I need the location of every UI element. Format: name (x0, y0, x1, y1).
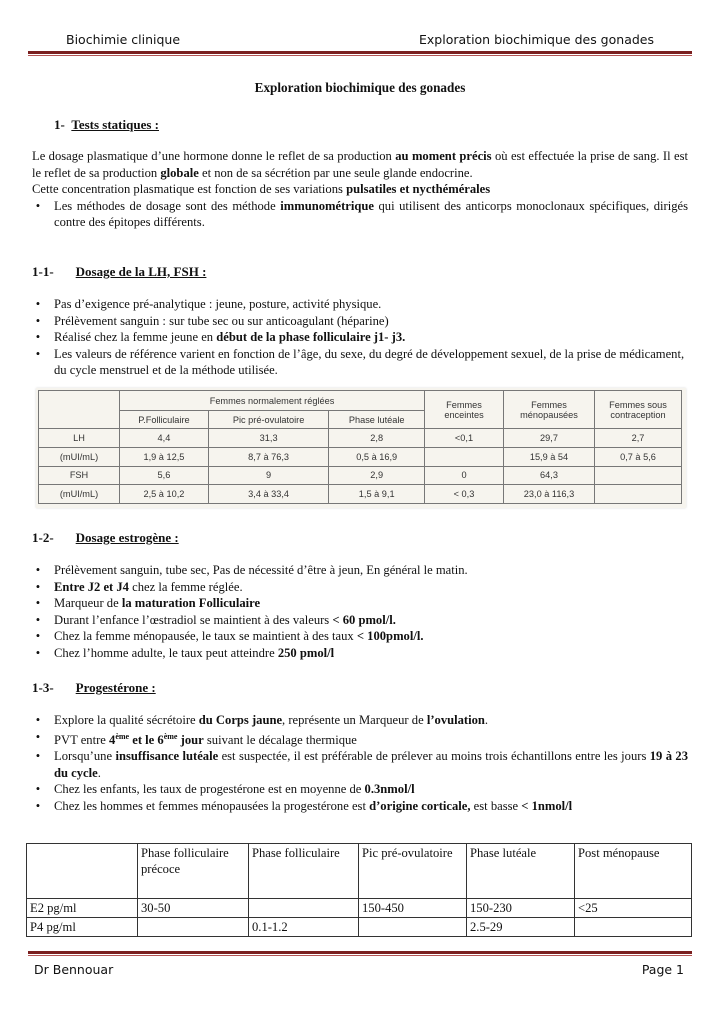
list-item: • Prélèvement sanguin, tube sec, Pas de nécessité d’être à jeun, En général le matin. (54, 562, 688, 579)
header-rule-thin (28, 55, 692, 56)
header-left: Biochimie clinique (66, 32, 181, 47)
list-item: • Chez les hommes et femmes ménopausées la progestérone est d’origine corticale, est basse < 1nmol/l (54, 798, 688, 815)
footer-author: Dr Bennouar (34, 962, 114, 977)
list-item: • Lorsqu’une insuffisance lutéale est suspectée, il est préférable de prélever au moins trois échantillons entre les jours 19 à 23 du cycle. (54, 748, 688, 781)
list-item: • Les valeurs de référence varient en fonction de l’âge, du sexe, du degré de développement sexuel, de la prise de médicament, du cycle menstruel et de la méthode utilisée. (54, 346, 688, 379)
document-title: Exploration biochimique des gonades (254, 80, 466, 95)
lh-fsh-reference-table: Femmes normalement réglées Femmes enceintes Femmes ménopausées Femmes sous contraception P.Folliculaire Pic pré-ovulatoire Phase lutéale LH 4,4 31,3 2,8 <0,1 29,7 2,7 (mUI/mL) 1,9 à 12,5 8,7 à 76,3 0,5 à 16,9 15,9 à 54 0,7 à 5,6 FSH 5,6 9 2,9 0 64,3 (mUI/mL) 2,5 à 10,2 3,4 à 33,4 1,5 à 9,1 < 0,3 23,0 à 116,3 (36, 388, 686, 508)
table-row: E2 pg/ml 30-50 150-450 150-230 <25 (27, 899, 692, 918)
table-row: P4 pg/ml 0.1-1.2 2.5-29 (27, 918, 692, 937)
table-row: Phase folliculaire précoce Phase folliculaire Pic pré-ovulatoire Phase lutéale Post ménopause (27, 844, 692, 899)
section-1-title: Tests statiques : (71, 117, 159, 132)
list-item: • PVT entre 4ème et le 6ème jour suivant le décalage thermique (54, 729, 688, 749)
intro-paragraph: Le dosage plasmatique d’une hormone donne le reflet de sa production au moment précis où est effectuée la prise de sang. Il est le reflet de sa production globale et non de sa sécrétion par une seule glande endocrine. Cette concentration plasmatique est fonction de ses variations pulsatiles et nycthémérales • Les méthodes de dosage sont des méthode immunométrique qui utilisent des anticorps monoclonaux spécifiques, dirigés contre des épitopes différents. (32, 148, 688, 231)
list-item: • Pas d’exigence pré-analytique : jeune, posture, activité physique. (54, 296, 688, 313)
list-item: • Explore la qualité sécrétoire du Corps jaune, représente un Marqueur de l’ovulation. (54, 712, 688, 729)
page-header (28, 32, 692, 52)
list-item: • Chez l’homme adulte, le taux peut atteindre 250 pmol/l (54, 645, 688, 662)
list-item: • Réalisé chez la femme jeune en début de la phase folliculaire j1- j3. (54, 329, 688, 346)
section-1-3-heading: 1-3- Progestérone : (32, 680, 156, 695)
section-1-heading (32, 117, 688, 134)
section-1-2-heading: 1-2- Dosage estrogène : (32, 530, 179, 545)
section-1-1-heading: 1-1- Dosage de la LH, FSH : (32, 264, 207, 279)
footer-rule-thin (28, 955, 692, 956)
list-item: • Durant l’enfance l’œstradiol se maintient à des valeurs < 60 pmol/l. (54, 612, 688, 629)
section-1-number: 1- (54, 117, 65, 132)
list-item: • Prélèvement sanguin : sur tube sec ou sur anticoagulant (héparine) (54, 313, 688, 330)
progesterone-list (32, 712, 688, 814)
header-right: Exploration biochimique des gonades (419, 32, 654, 47)
list-item: • Chez la femme ménopausée, le taux se maintient à des taux < 100pmol/l. (54, 628, 688, 645)
list-item: • Chez les enfants, les taux de progestérone est en moyenne de 0.3nmol/l (54, 781, 688, 798)
estrogen-list (32, 562, 688, 661)
lh-fsh-list (32, 296, 688, 379)
hormone-values-table (26, 843, 692, 937)
header-rule (28, 51, 692, 54)
list-item: • Marqueur de la maturation Folliculaire (54, 595, 688, 612)
list-item: • Entre J2 et J4 chez la femme réglée. (54, 579, 688, 596)
page-number: Page 1 (641, 962, 684, 977)
footer-rule (28, 951, 692, 954)
